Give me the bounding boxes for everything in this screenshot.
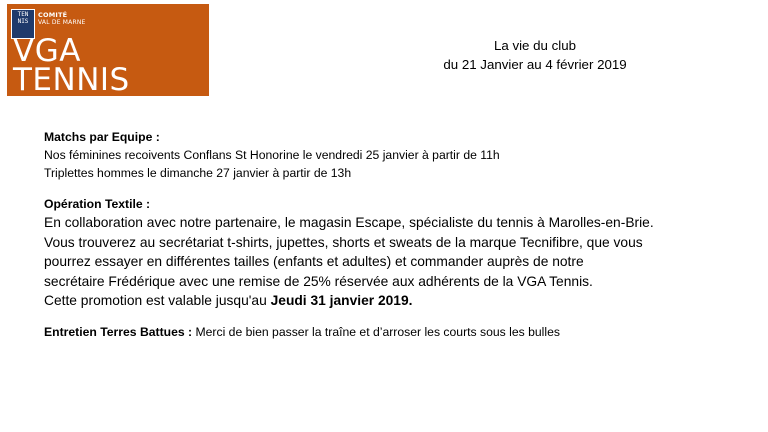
textile-line-4: secrétaire Frédérique avec une remise de 25% réservée aux adhérents de la VGA Tennis. (44, 273, 593, 289)
logo-text-tennis: TENNIS (13, 62, 130, 98)
promo-text: Cette promotion est valable jusqu'au (44, 293, 271, 308)
matchs-line-2: Triplettes hommes le dimanche 27 janvier à partir de 13h (44, 166, 352, 180)
section-matchs (44, 128, 744, 182)
title-line-2: du 21 Janvier au 4 février 2019 (443, 57, 627, 72)
terres-text: Merci de bien passer la traîne et d’arroser les courts sous les bulles (192, 324, 560, 339)
title-line-1: La vie du club (493, 38, 577, 53)
section-textile (44, 195, 744, 311)
logo-text-vga: VGA (13, 33, 81, 69)
badge-line-2: NIS (17, 18, 29, 25)
textile-line-3: pourrez essayer en différentes tailles (enfants et adultes) et commander auprès de notre (44, 254, 584, 269)
section-title-terres: Entretien Terres Battues : (44, 324, 193, 339)
textile-line-1: En collaboration avec notre partenaire, le magasin Escape, spécialiste du tennis à Marolles-en-Brie. (44, 215, 654, 230)
matchs-line-1: Nos féminines recoivents Conflans St Honorine le vendredi 25 janvier à partir de 11h (44, 148, 500, 162)
logo-comite-label: COMITÉ (38, 11, 68, 19)
badge-line-1: TEN (17, 11, 29, 18)
textile-promo-line (44, 291, 744, 311)
page-title (420, 36, 650, 74)
section-terres (44, 323, 744, 341)
logo-comite (38, 11, 86, 27)
promo-date: Jeudi 31 janvier 2019. (270, 293, 413, 308)
content-body (44, 128, 744, 341)
textile-line-2: Vous trouverez au secrétariat t-shirts, jupettes, shorts et sweats de la marque Tecnifibre, que vous (44, 234, 643, 250)
section-title-textile: Opération Textile : (44, 197, 151, 211)
section-title-matchs: Matchs par Equipe : (44, 130, 160, 144)
vga-tennis-logo (7, 4, 209, 96)
logo-region-label: VAL DE MARNE (38, 19, 86, 26)
